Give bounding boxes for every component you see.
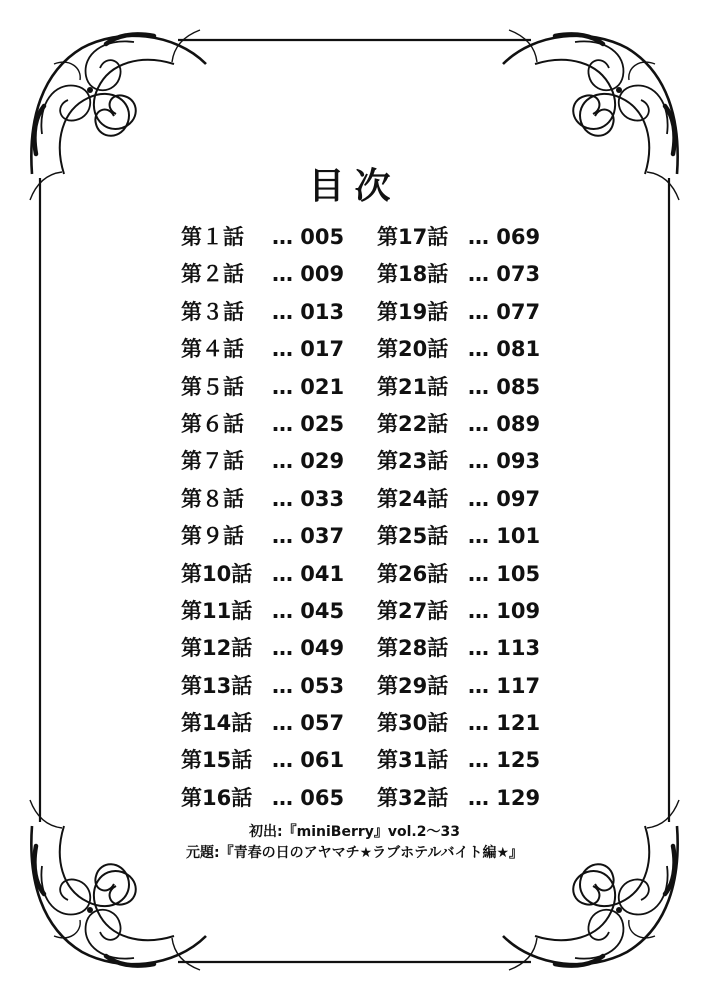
toc-page-number: … 125 xyxy=(468,748,541,773)
toc-page-number: … 077 xyxy=(468,299,541,324)
toc-chapter-label: 第20話 xyxy=(377,337,449,362)
toc-page-number: … 109 xyxy=(468,598,541,623)
toc-column-right xyxy=(377,219,541,817)
toc-page-number: … 049 xyxy=(272,636,345,661)
toc-chapter-label: 第１話 xyxy=(181,225,244,249)
toc-entry xyxy=(377,443,541,480)
toc-page-number: … 101 xyxy=(468,524,541,549)
publication-note xyxy=(0,822,709,864)
toc-page-number: … 105 xyxy=(468,561,541,586)
toc-entry xyxy=(181,518,345,555)
toc-entry xyxy=(181,780,345,817)
toc-entry xyxy=(377,219,541,256)
toc-chapter-label: 第12話 xyxy=(181,636,253,661)
toc-chapter-label: 第９話 xyxy=(181,524,244,549)
toc-chapter-label: 第26話 xyxy=(377,561,449,586)
toc-page-number: … 129 xyxy=(468,785,541,810)
toc-entry xyxy=(181,742,345,779)
toc-chapter-label: 第６話 xyxy=(181,411,244,436)
toc-chapter-label: 第16話 xyxy=(181,785,253,810)
toc-entry xyxy=(377,406,541,443)
toc-page-number: … 121 xyxy=(468,711,541,736)
toc-entry xyxy=(181,556,345,593)
toc-chapter-label: 第13話 xyxy=(181,673,253,698)
toc-chapter-label: 第18話 xyxy=(377,262,449,287)
toc-chapter-label: 第２話 xyxy=(181,262,244,287)
toc-chapter-label: 第14話 xyxy=(181,711,253,736)
toc-entry xyxy=(377,668,541,705)
toc-entry xyxy=(181,705,345,742)
toc-chapter-label: 第10話 xyxy=(181,561,253,586)
toc-entry xyxy=(377,369,541,406)
toc-entry xyxy=(181,668,345,705)
toc-entry xyxy=(377,780,541,817)
toc-entry xyxy=(377,630,541,667)
toc-chapter-label: 第29話 xyxy=(377,673,449,698)
toc-entry xyxy=(181,256,345,293)
toc-page-number: … 069 xyxy=(468,225,541,249)
toc-page-number: … 013 xyxy=(272,299,345,324)
toc-entry xyxy=(181,443,345,480)
toc-page-number: … 041 xyxy=(272,561,345,586)
toc-chapter-label: 第７話 xyxy=(181,449,244,474)
toc-entry xyxy=(377,518,541,555)
toc-chapter-label: 第19話 xyxy=(377,299,449,324)
toc-page-number: … 089 xyxy=(468,411,541,436)
toc-page-number: … 065 xyxy=(272,785,345,810)
toc-entry xyxy=(377,331,541,368)
toc-page-number: … 053 xyxy=(272,673,345,698)
toc-page-number: … 097 xyxy=(468,486,541,511)
toc-entry xyxy=(377,294,541,331)
toc-page-number: … 045 xyxy=(272,598,345,623)
toc-chapter-label: 第25話 xyxy=(377,524,449,549)
toc-entry xyxy=(377,556,541,593)
toc-page-number: … 005 xyxy=(272,225,345,249)
toc-chapter-label: 第24話 xyxy=(377,486,449,511)
toc-page-number: … 061 xyxy=(272,748,345,773)
toc-entry xyxy=(377,481,541,518)
toc-entry xyxy=(181,294,345,331)
toc-page-number: … 081 xyxy=(468,337,541,362)
toc-entry xyxy=(377,256,541,293)
toc-chapter-label: 第８話 xyxy=(181,486,244,511)
toc-page-number: … 033 xyxy=(272,486,345,511)
toc-page-number: … 025 xyxy=(272,411,345,436)
toc-page-number: … 085 xyxy=(468,374,541,399)
toc-chapter-label: 第21話 xyxy=(377,374,449,399)
page-title: 目次 xyxy=(308,166,401,207)
toc-page-number: … 009 xyxy=(272,262,345,287)
toc-chapter-label: 第５話 xyxy=(181,374,244,399)
toc-page-number: … 057 xyxy=(272,711,345,736)
toc-page-number: … 021 xyxy=(272,374,345,399)
toc-chapter-label: 第28話 xyxy=(377,636,449,661)
toc-chapter-label: 第３話 xyxy=(181,299,244,324)
toc-chapter-label: 第４話 xyxy=(181,337,244,362)
toc-chapter-label: 第22話 xyxy=(377,411,449,436)
toc-entry xyxy=(181,593,345,630)
toc-entry xyxy=(377,705,541,742)
first-published-note: 初出:『miniBerry』vol.2～33 xyxy=(249,824,460,840)
toc-page-number: … 093 xyxy=(468,449,541,474)
toc-entry xyxy=(377,742,541,779)
toc-chapter-label: 第17話 xyxy=(377,225,449,249)
toc-page-number: … 117 xyxy=(468,673,541,698)
toc-chapter-label: 第11話 xyxy=(181,598,253,623)
toc-entry xyxy=(181,481,345,518)
toc-page-number: … 073 xyxy=(468,262,541,287)
toc-chapter-label: 第23話 xyxy=(377,449,449,474)
toc-entry xyxy=(181,331,345,368)
toc-chapter-label: 第27話 xyxy=(377,598,449,623)
toc-column-left xyxy=(181,219,345,817)
toc-page-number: … 017 xyxy=(272,337,345,362)
original-title-note: 元題:『青春の日のアヤマチ★ラブホテルバイト編★』 xyxy=(185,845,524,861)
toc-entry xyxy=(181,406,345,443)
toc-entry xyxy=(181,369,345,406)
toc-page-number: … 037 xyxy=(272,524,345,549)
toc-page-number: … 113 xyxy=(468,636,541,661)
toc-chapter-label: 第32話 xyxy=(377,785,449,810)
toc-chapter-label: 第30話 xyxy=(377,711,449,736)
toc-entry xyxy=(181,219,345,256)
toc-entry xyxy=(181,630,345,667)
toc-page-number: … 029 xyxy=(272,449,345,474)
toc-chapter-label: 第31話 xyxy=(377,748,449,773)
toc-entry xyxy=(377,593,541,630)
toc-chapter-label: 第15話 xyxy=(181,748,253,773)
